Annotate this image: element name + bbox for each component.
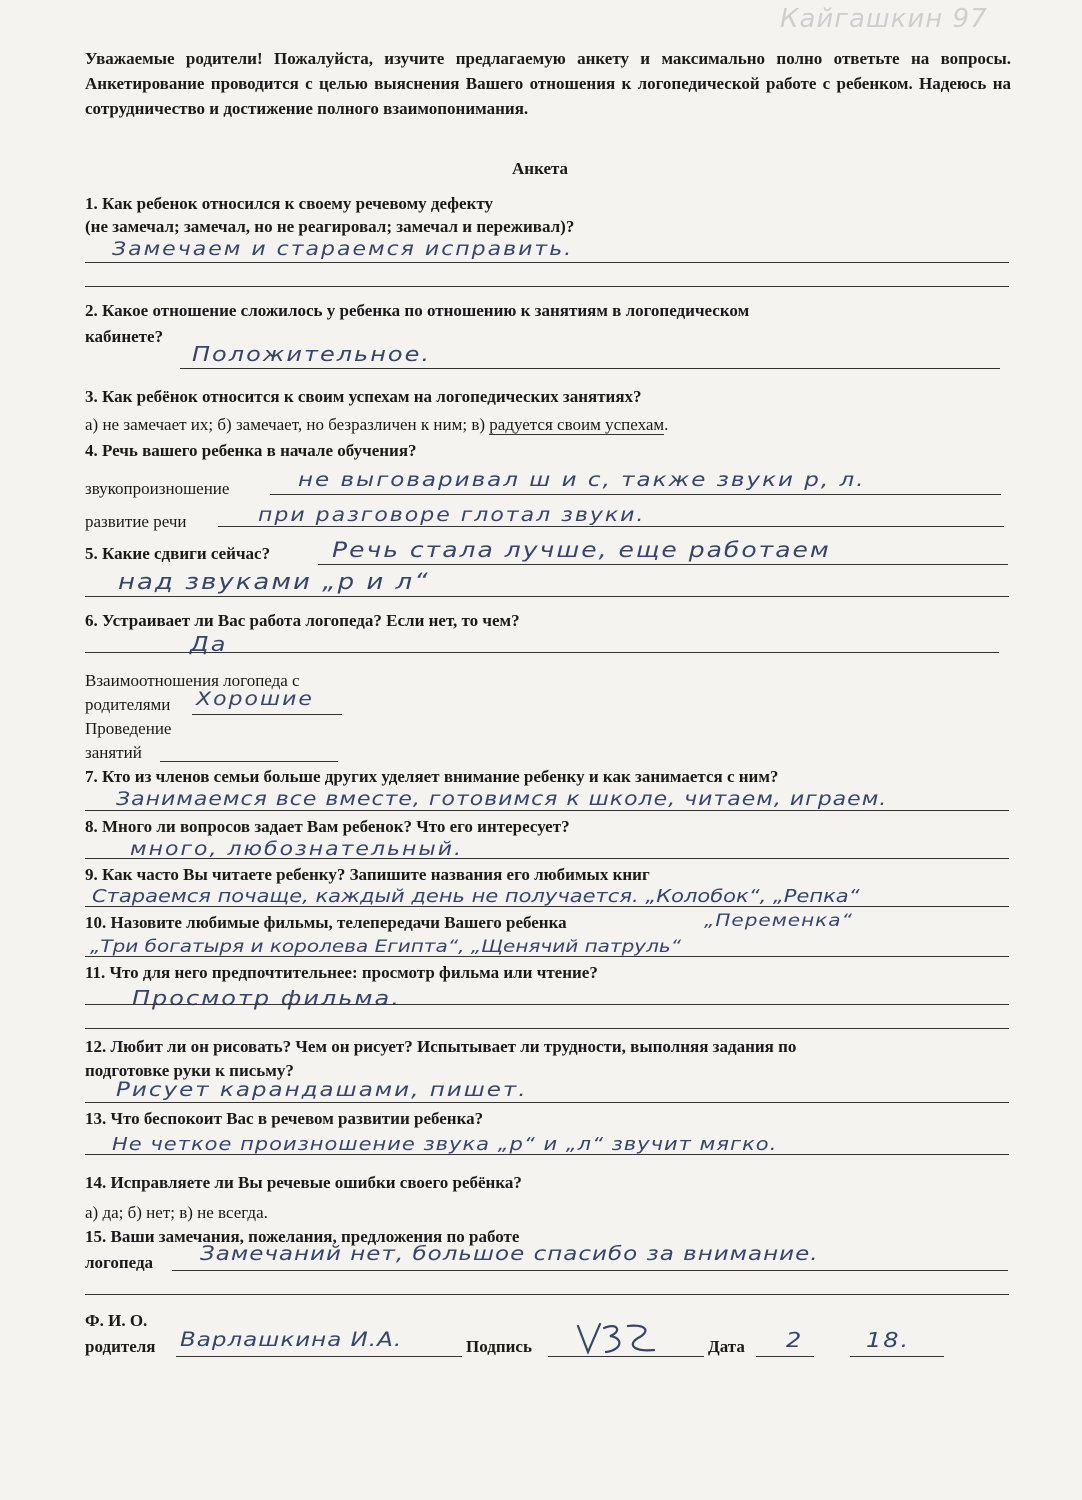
intro-paragraph: Уважаемые родители! Пожалуйста, изучите предлагаемую анкету и максимально полно ответьте на вопросы. Анкетирование проводится с целью выяснения Вашего отношения к логопедической работе с ребенком. Надеюсь на сотрудничество и достижение полного взаимопонимания.: [85, 49, 1011, 118]
q6-relations-label-2: родителями: [85, 695, 171, 714]
q5-answer-line: [318, 564, 1008, 565]
date-day-line: [756, 1356, 814, 1357]
q15-answer-line-2: [85, 1294, 1009, 1295]
q6-conduct-label: Проведение: [85, 719, 172, 738]
q9-answer: Стараемся почаще, каждый день не получается. „Колобок“, „Репка“: [92, 885, 860, 907]
q6-relations-answer: Хорошие: [196, 688, 314, 711]
q10-answer-b: „Три богатыря и королева Египта“, „Щенячий патруль“: [90, 935, 682, 957]
q14-question: 14. Исправляете ли Вы речевые ошибки своего ребёнка?: [85, 1173, 522, 1192]
q5-answer-1: Речь стала лучше, еще работаем: [332, 537, 831, 562]
q12-question: 12. Любит ли он рисовать? Чем он рисует? Испытывает ли трудности, выполняя задания по: [85, 1037, 797, 1056]
parent-name-value: Варлашкина И.А.: [180, 1328, 403, 1352]
q5-question: 5. Какие сдвиги сейчас?: [85, 544, 271, 563]
signature-line: [548, 1356, 704, 1357]
q3-options-prefix: а) не замечает их; б) замечает, но безразличен к ним; в): [85, 415, 490, 434]
q12-question-cont: подготовке руки к письму?: [85, 1061, 294, 1080]
signature-label: Подпись: [466, 1337, 532, 1356]
date-label: Дата: [708, 1337, 745, 1356]
q1-answer-line-2: [85, 286, 1009, 287]
q8-answer: много, любознательный.: [130, 838, 464, 861]
form-title: Анкета: [512, 159, 569, 178]
q4-question: 4. Речь вашего ребенка в начале обучения?: [85, 441, 417, 460]
q3-selected-option: радуется своим успехам: [489, 415, 665, 434]
q10-answer-line: [85, 956, 1009, 957]
q15-question: 15. Ваши замечания, пожелания, предложения по работе: [85, 1227, 520, 1246]
q4-sound-label: звукопроизношение: [85, 479, 230, 498]
q6-question: 6. Устраивает ли Вас работа логопеда? Если нет, то чем?: [85, 611, 520, 630]
q4-dev-label: развитие речи: [85, 512, 187, 531]
q3-question: 3. Как ребёнок относится к своим успехам на логопедических занятиях?: [85, 387, 642, 406]
q13-question: 13. Что беспокоит Вас в речевом развитии ребенка?: [85, 1109, 484, 1128]
q5-answer-2: над звуками „р и л“: [118, 569, 430, 595]
date-year-value: 18.: [866, 1328, 911, 1352]
q4-sound-line: [270, 494, 1001, 495]
q11-answer-line: [85, 1004, 1009, 1005]
fio-label: Ф. И. О.: [85, 1311, 148, 1330]
q1-answer: Замечаем и стараемся исправить.: [112, 238, 574, 261]
q2-answer: Положительное.: [192, 342, 431, 366]
q15-label: логопеда: [85, 1253, 154, 1272]
q1-answer-line: [85, 262, 1009, 263]
q4-dev-line: [218, 526, 1004, 527]
q7-answer-line: [85, 810, 1009, 811]
q6-answer-line: [85, 652, 999, 653]
q5-answer-line-2: [85, 596, 1009, 597]
parent-label: родителя: [85, 1337, 156, 1356]
q7-question: 7. Кто из членов семьи больше других уделяет внимание ребенку и как занимается с ним?: [85, 767, 779, 786]
q1-question-options: (не замечал; замечал, но не реагировал; замечал и переживал)?: [85, 217, 575, 236]
q14-options: а) да; б) нет; в) не всегда.: [85, 1203, 268, 1222]
q11-answer-line-2: [85, 1028, 1009, 1029]
q2-question-cont: кабинете?: [85, 327, 164, 346]
q7-answer: Занимаемся все вместе, готовимся к школе, читаем, играем.: [116, 788, 888, 811]
q3-options-suffix: .: [664, 415, 669, 434]
q10-question: 10. Назовите любимые фильмы, телепередачи Вашего ребенка: [85, 913, 567, 932]
q11-answer: Просмотр фильма.: [132, 986, 401, 1010]
q6-answer: Да: [190, 632, 228, 656]
date-day-value: 2: [786, 1328, 804, 1352]
q2-question: 2. Какое отношение сложилось у ребенка по отношению к занятиям в логопедическом: [85, 301, 750, 320]
q3-options: [85, 414, 668, 436]
q4-sound-answer: не выговаривал ш и с, также звуки р, л.: [298, 468, 866, 492]
q12-answer-line: [85, 1102, 1009, 1103]
q8-question: 8. Много ли вопросов задает Вам ребенок? Что его интересует?: [85, 817, 570, 836]
q13-answer: Не четкое произношение звука „р“ и „л“ звучит мягко.: [112, 1133, 778, 1155]
date-year-line: [850, 1356, 944, 1357]
q8-answer-line: [85, 858, 1009, 859]
q9-question: 9. Как часто Вы читаете ребенку? Запишите названия его любимых книг: [85, 865, 650, 884]
q2-answer-line: [180, 368, 1000, 369]
q12-answer: Рисует карандашами, пишет.: [116, 1078, 528, 1102]
q9-answer-line: [85, 906, 1009, 907]
q11-question: 11. Что для него предпочтительнее: просмотр фильма или чтение?: [85, 963, 598, 982]
q1-question: 1. Как ребенок относился к своему речевому дефекту: [85, 194, 493, 213]
q4-dev-answer: при разговоре глотал звуки.: [258, 504, 646, 527]
q15-answer: Замечаний нет, большое спасибо за внимание.: [200, 1242, 819, 1266]
corner-note: Кайгашкин 97: [780, 4, 988, 34]
q10-answer-a: „Переменка“: [704, 909, 853, 931]
q6-conduct-label-2: занятий: [85, 743, 142, 762]
q13-answer-line: [85, 1154, 1009, 1155]
q6-conduct-line: [160, 761, 338, 762]
q6-relations-line: [192, 714, 342, 715]
q6-relations-label: Взаимоотношения логопеда с: [85, 671, 300, 690]
signature-mark: [558, 1318, 698, 1358]
parent-name-line: [176, 1356, 462, 1357]
q15-answer-line: [172, 1270, 1008, 1271]
